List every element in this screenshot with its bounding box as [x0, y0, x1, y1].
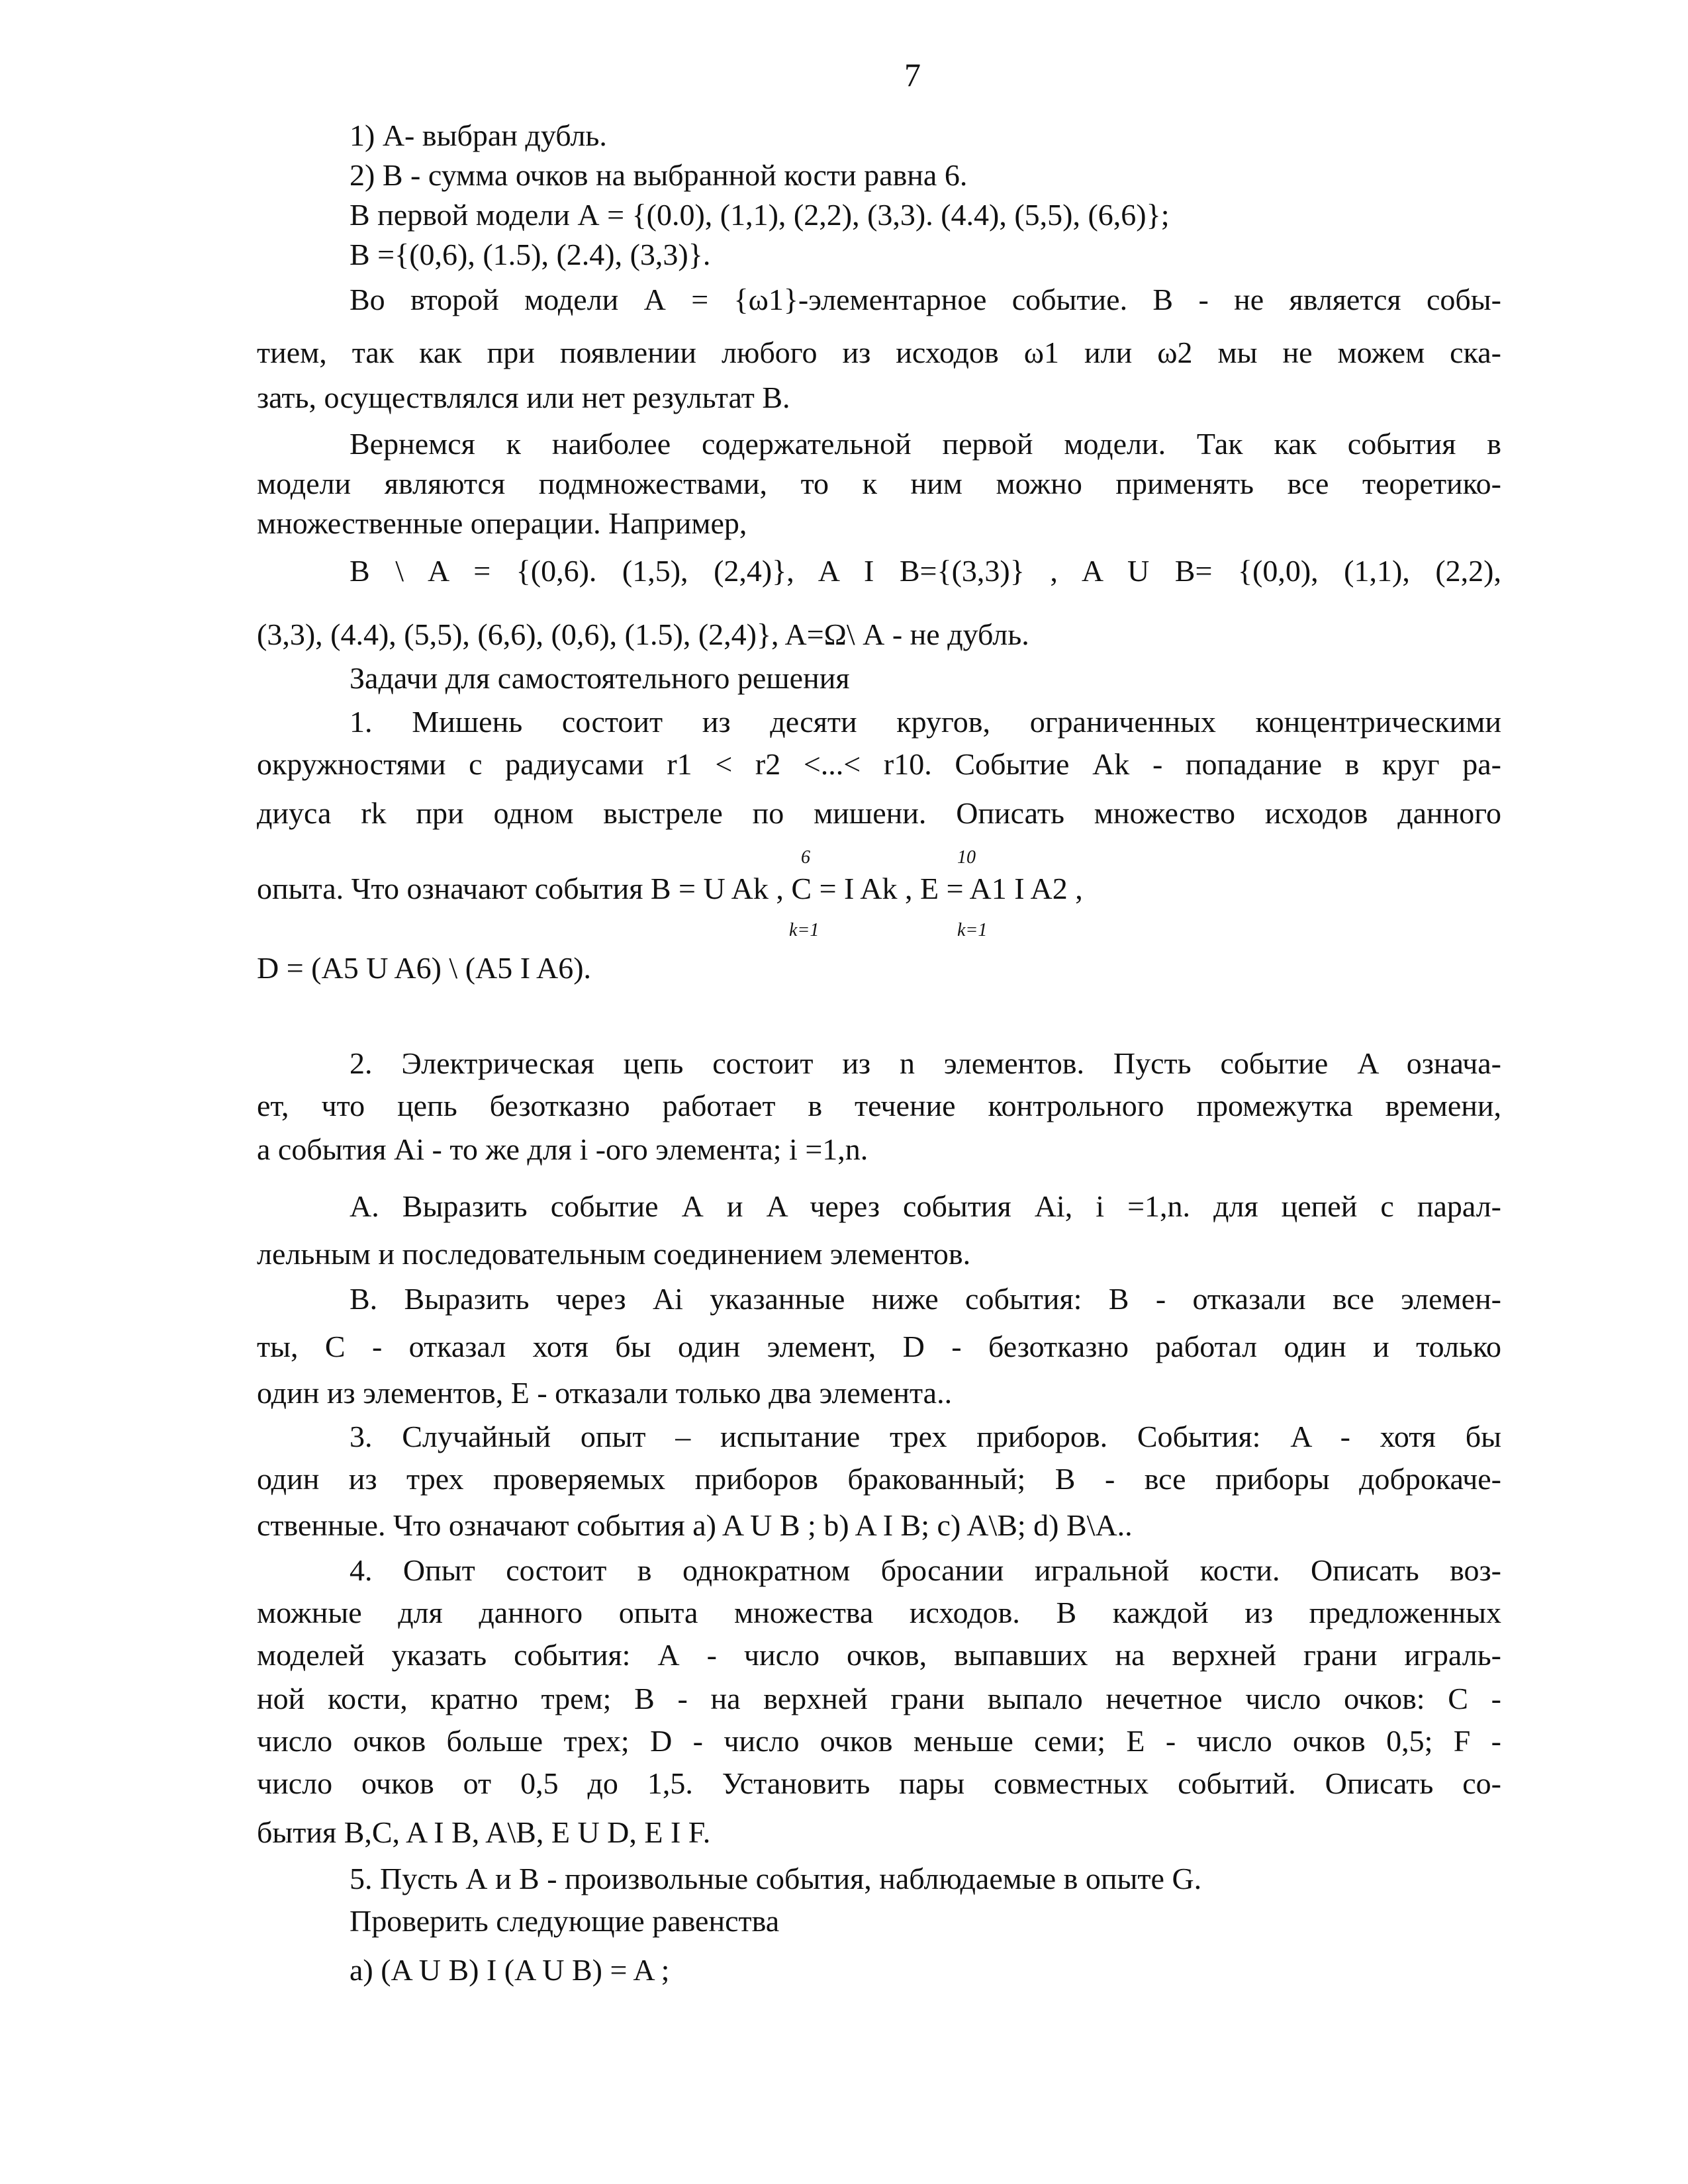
line-17-formula: опыта. Что означают события B = U Ak , C = I Ak , E = A1 I A2 ,: [257, 872, 1083, 905]
line-8: Вернемся к наиболее содержательной первой модели. Так как события в: [350, 427, 1501, 461]
line-1: 1) А- выбран дубль.: [350, 118, 607, 152]
line-19: 2. Электрическая цепь состоит из n элементов. Пусть событие A означа-: [350, 1046, 1501, 1080]
line-7: зать, осуществлялся или нет результат B.: [257, 381, 790, 414]
line-36-formula: бытия B,C, A I B, A\B, E U D, E I F.: [257, 1815, 711, 1849]
line-28: один из трех проверяемых приборов бракованный; B - все приборы доброкаче-: [257, 1462, 1501, 1496]
page-number: 7: [904, 56, 921, 93]
line-16: диуса rk при одном выстреле по мишени. Описать множество исходов данного: [257, 796, 1501, 830]
union-lower-limit: k=1: [789, 920, 820, 940]
line-3: В первой модели А = {(0.0), (1,1), (2,2), (3,3). (4.4), (5,5), (6,6)};: [350, 198, 1170, 232]
line-25: ты, C - отказал хотя бы один элемент, D - безотказно работал один и только: [257, 1330, 1501, 1363]
line-26: один из элементов, E - отказали только два элемента..: [257, 1376, 953, 1410]
line-20: ет, что цепь безотказно работает в течение контрольного промежутка времени,: [257, 1089, 1501, 1122]
line-24: В. Выразить через Ai указанные ниже события: B - отказали все элемен-: [350, 1282, 1501, 1316]
line-37: 5. Пусть А и B - произвольные события, наблюдаемые в опыте G.: [350, 1862, 1202, 1895]
line-38: Проверить следующие равенства: [350, 1904, 780, 1938]
line-35: число очков от 0,5 до 1,5. Установить пары совместных событий. Описать со-: [257, 1766, 1501, 1800]
line-18-formula: D = (A5 U A6) \ (A5 I A6).: [257, 951, 592, 985]
line-32: моделей указать события: А - число очков, выпавших на верхней грани играль-: [257, 1638, 1501, 1672]
line-2: 2) B - сумма очков на выбранной кости равна 6.: [350, 158, 968, 192]
line-21: а события Ai - то же для i -ого элемента; i =1,n.: [257, 1132, 868, 1166]
line-12-formula: (3,3), (4.4), (5,5), (6,6), (0,6), (1.5), (2,4)}, A=Ω\ А - не дубль.: [257, 617, 1029, 651]
line-34: число очков больше трех; D - число очков меньше семи; E - число очков 0,5; F -: [257, 1724, 1501, 1758]
line-23: лельным и последовательным соединением элементов.: [257, 1237, 971, 1271]
union-upper-limit: 6: [801, 847, 810, 868]
line-31: можные для данного опыта множества исходов. В каждой из предложенных: [257, 1596, 1501, 1629]
line-5: Во второй модели А = {ω1}-элементарное событие. B - не является собы-: [350, 283, 1501, 316]
intersection-upper-limit: 10: [957, 847, 976, 868]
line-30: 4. Опыт состоит в однократном бросании игральной кости. Описать воз-: [350, 1553, 1501, 1587]
line-6: тием, так как при появлении любого из исходов ω1 или ω2 мы не можем ска-: [257, 336, 1501, 369]
intersection-lower-limit: k=1: [957, 920, 988, 940]
line-27: 3. Случайный опыт – испытание трех приборов. События: A - хотя бы: [350, 1420, 1501, 1453]
line-4: B ={(0,6), (1.5), (2.4), (3,3)}.: [350, 238, 711, 271]
line-29-formula: ственные. Что означают события a) A U B ; b) A I B; c) A\B; d) B\A..: [257, 1508, 1133, 1542]
line-22: А. Выразить событие А и A через события Ai, i =1,n. для цепей с парал-: [350, 1189, 1501, 1223]
line-39-formula: a) (A U B) I (A U B) = A ;: [350, 1953, 670, 1987]
line-10: множественные операции. Например,: [257, 506, 747, 540]
line-9: модели являются подмножествами, то к ним можно применять все теоретико-: [257, 467, 1501, 500]
line-15: окружностями с радиусами r1 < r2 <...< r10. Событие Ak - попадание в круг ра-: [257, 747, 1501, 781]
section-heading: Задачи для самостоятельного решения: [350, 661, 850, 695]
line-33: ной кости, кратно трем; B - на верхней грани выпало нечетное число очков: C -: [257, 1682, 1501, 1715]
line-11-formula: B \ A = {(0,6). (1,5), (2,4)}, A I B={(3,3)} , A U B= {(0,0), (1,1), (2,2),: [350, 554, 1501, 588]
line-14: 1. Мишень состоит из десяти кругов, ограниченных концентрическими: [350, 705, 1501, 739]
